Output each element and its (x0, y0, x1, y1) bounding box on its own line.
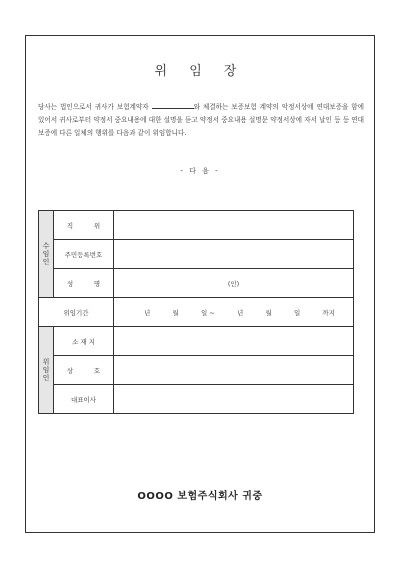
period-month-1: 월 (172, 308, 179, 317)
delegator-char-1: 위 (42, 358, 50, 366)
name-field[interactable] (114, 269, 354, 298)
seal-mark: (인) (227, 279, 240, 288)
delegator-char-3: 인 (42, 374, 50, 382)
delegator-char-2: 임 (42, 366, 50, 374)
period-items (114, 308, 353, 317)
recipient-footer: OOOO 보험주식회사 귀중 (137, 491, 263, 502)
delegation-paragraph (38, 101, 364, 140)
position-field[interactable] (114, 211, 354, 240)
document-title: 위 임 장 (154, 64, 246, 79)
heading-dahum: - 다 음 - (180, 167, 220, 175)
period-day-1: 일 ~ (200, 308, 215, 317)
resident-no-label: 주민등록번호 (54, 240, 114, 269)
delegate-char-2: 임 (42, 250, 50, 258)
period-day-2: 일 (293, 308, 301, 317)
company-field[interactable] (114, 356, 354, 385)
delegation-form-table (38, 210, 354, 414)
period-month-2: 월 (265, 308, 272, 317)
paragraph-text-end: 와 체결하는 보증보험 계약의 악정서상에 연대보증을 함에 있어서 귀사로부터 약정서 중요내용에 대한 설명을 듣고 약정서 중요내용 설명문 약정서상에 자서 날인 등 등 연대보증에 다른 일체의 행위를 다음과 같이 위임합니다. (38, 103, 364, 137)
policyholder-blank[interactable] (152, 101, 194, 109)
delegate-char-3: 인 (42, 258, 50, 266)
period-field[interactable] (114, 298, 354, 327)
ceo-label: 대표이사 (54, 385, 114, 414)
resident-no-field[interactable] (114, 240, 354, 269)
period-year-2: 년 (236, 308, 244, 317)
position-label: 직 위 (54, 211, 114, 240)
ceo-field[interactable] (114, 385, 354, 414)
delegate-section-label (39, 211, 54, 298)
delegate-char-1: 수 (42, 242, 50, 250)
company-label: 상 호 (54, 356, 114, 385)
address-label: 소 재 지 (54, 327, 114, 356)
delegator-section-label (39, 327, 54, 414)
period-until: 까지 (322, 308, 335, 317)
period-year-1: 년 (144, 308, 151, 317)
period-label: 위임기간 (39, 298, 114, 327)
address-field[interactable] (114, 327, 354, 356)
paragraph-text-start: 당사는 법인으로서 귀사가 보험계약자 (38, 103, 149, 111)
name-label: 성 명 (54, 269, 114, 298)
